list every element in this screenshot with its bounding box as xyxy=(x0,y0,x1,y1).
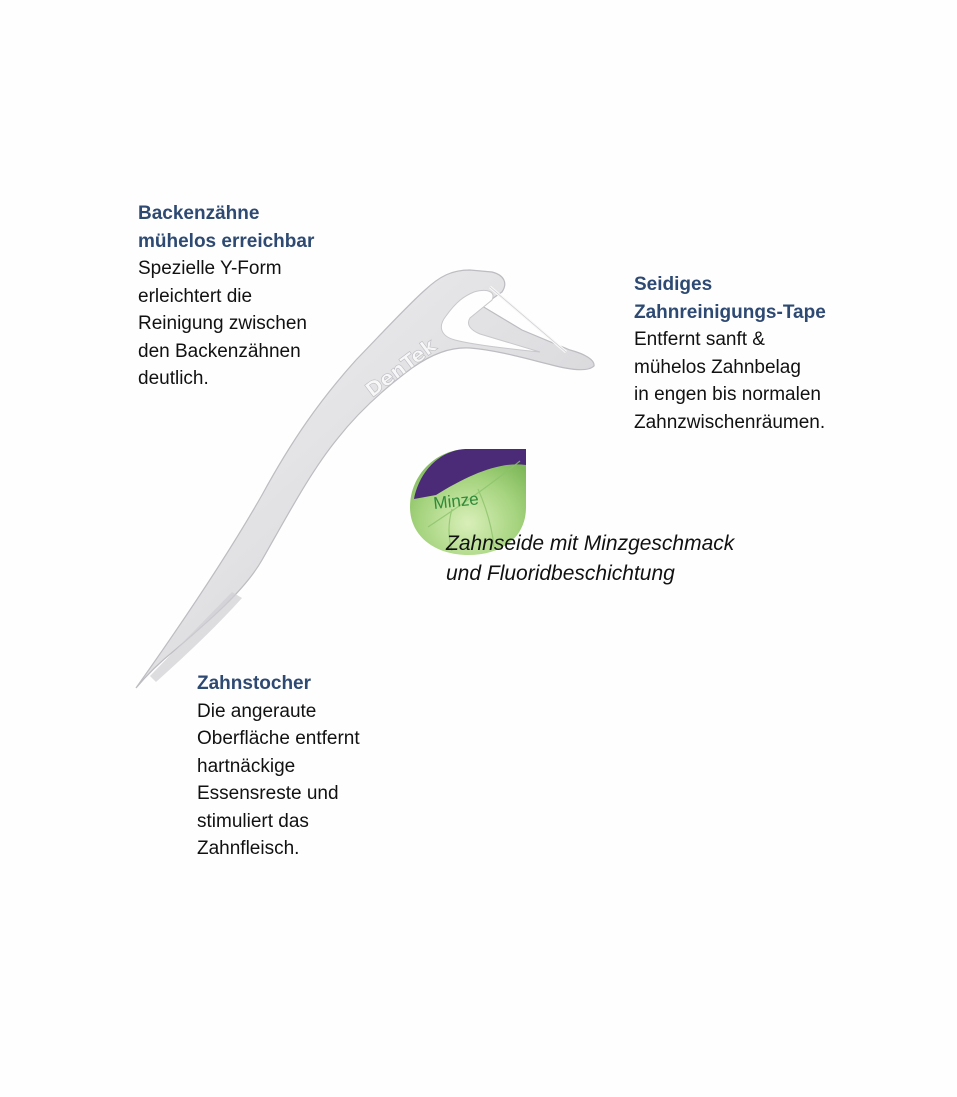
callout-molars-body-line-1: Spezielle Y-Form xyxy=(138,258,282,279)
callout-tape-body-line-2: mühelos Zahnbelag xyxy=(634,356,801,378)
callout-toothpick-body-line-6: Zahnfleisch. xyxy=(197,838,300,859)
callout-tape-body-line-4: Zahnzwischenräumen. xyxy=(634,411,826,433)
callout-molars-body-line-3: Reinigung zwischen xyxy=(138,313,307,334)
callout-toothpick-body-line-5: stimuliert das xyxy=(197,810,309,832)
callout-tape-title-line-1: Seidiges xyxy=(634,274,713,295)
callout-molars-title-line-2: mühelos erreichbar xyxy=(138,230,315,252)
floss-caption xyxy=(446,529,734,589)
callout-toothpick xyxy=(197,670,360,863)
callout-tape xyxy=(634,271,826,436)
callout-molars-body-line-2: erleichtert die xyxy=(138,285,253,307)
callout-molars-body-line-5: deutlich. xyxy=(138,368,209,389)
mint-badge-label: Minze xyxy=(432,489,480,513)
callout-tape-body-line-1: Entfernt sanft & xyxy=(634,329,765,350)
brand-logo: DenTek xyxy=(360,333,441,402)
callout-molars xyxy=(138,200,314,393)
callout-toothpick-body-line-1: Die angeraute xyxy=(197,700,317,722)
floss-caption-line-1: Zahnseide mit Minzgeschmack xyxy=(446,532,735,555)
callout-toothpick-body-line-3: hartnäckige xyxy=(197,755,296,777)
callout-tape-title-line-2: Zahnreinigungs-Tape xyxy=(634,301,826,323)
callout-toothpick-body-line-4: Essensreste und xyxy=(197,783,339,804)
floss-caption-line-2: und Fluoridbeschichtung xyxy=(446,562,675,585)
callout-molars-title-line-1: Backenzähne xyxy=(138,203,260,224)
callout-toothpick-body-line-2: Oberfläche entfernt xyxy=(197,728,360,749)
callout-tape-body-line-3: in engen bis normalen xyxy=(634,384,821,405)
callout-molars-body-line-4: den Backenzähnen xyxy=(138,340,301,362)
callout-toothpick-title: Zahnstocher xyxy=(197,673,312,694)
